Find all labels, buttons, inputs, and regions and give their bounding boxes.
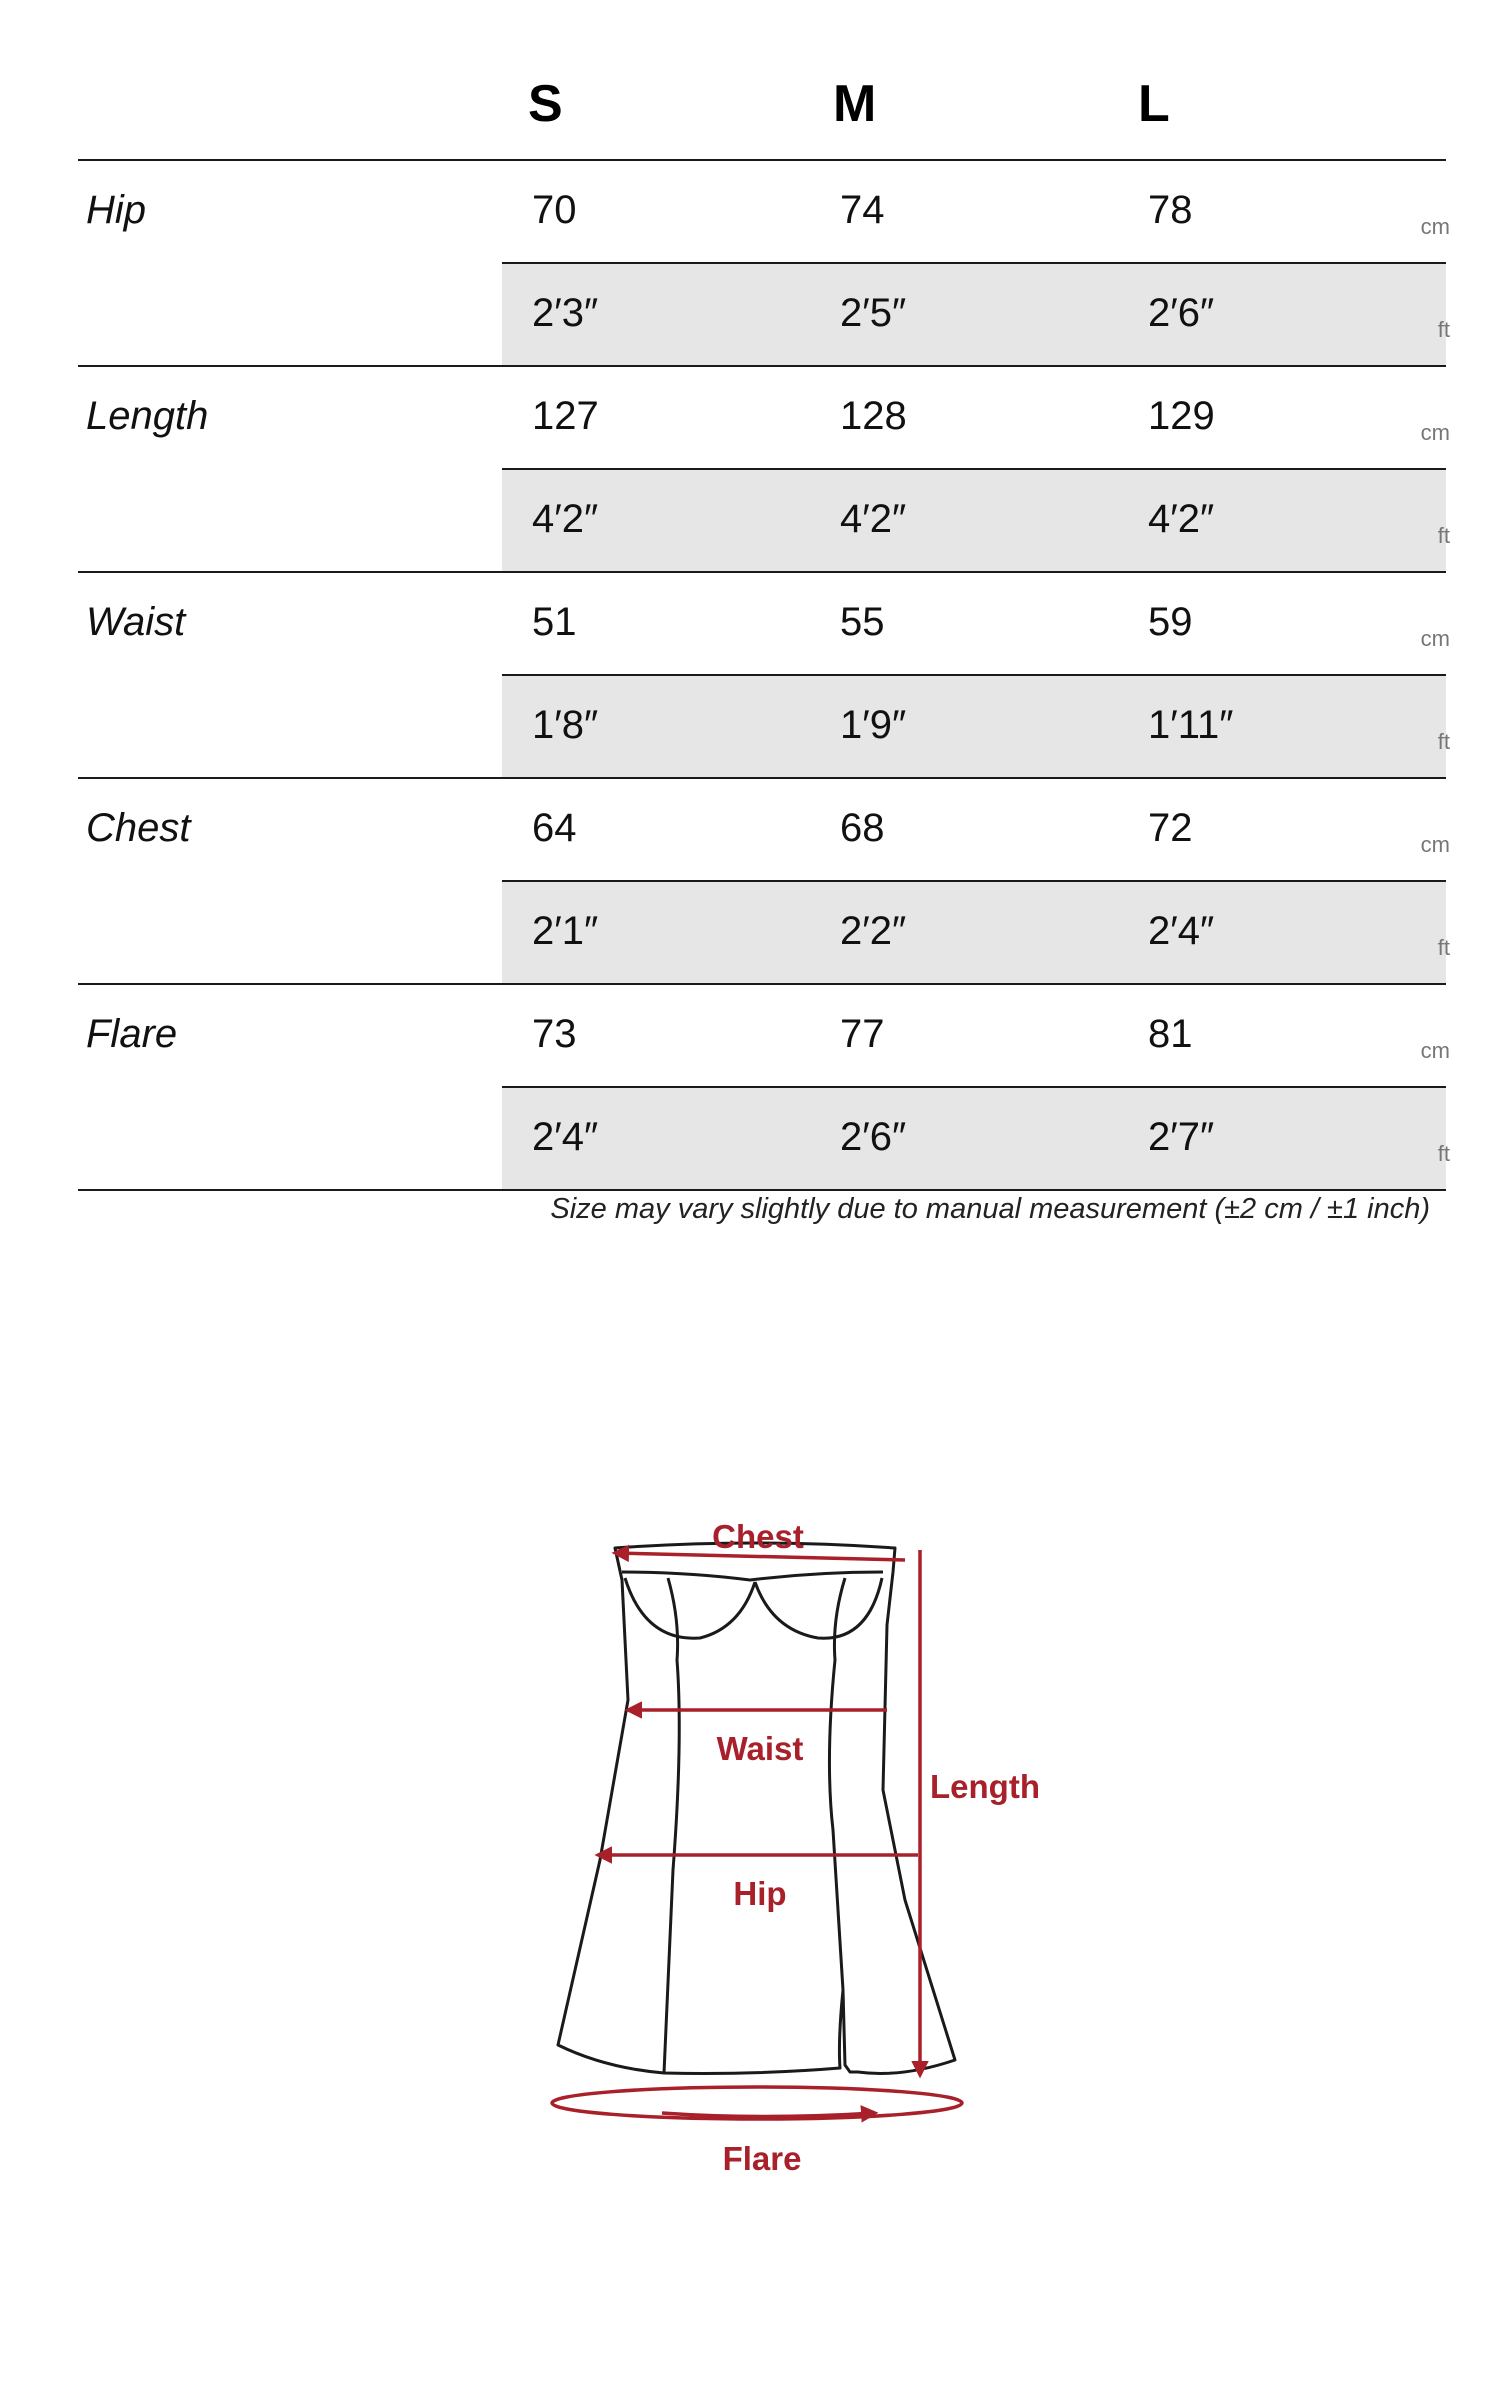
cm-value: 78 (1148, 188, 1193, 232)
neckline-icon (622, 1572, 883, 1580)
chest-arrow-icon (615, 1553, 905, 1560)
cm-value: 59 (1148, 600, 1193, 644)
cm-value: 64 (532, 806, 577, 850)
measurement-label-length: Length (86, 394, 209, 438)
ft-value: 1′9″ (840, 703, 907, 747)
size-header-m: M (833, 75, 877, 133)
unit-cm-label: cm (1420, 626, 1450, 651)
ft-value: 2′6″ (840, 1115, 907, 1159)
cm-value: 73 (532, 1012, 577, 1056)
sub-row-divider (502, 1086, 1446, 1088)
cm-value: 68 (840, 806, 885, 850)
ft-value: 1′11″ (1148, 703, 1234, 747)
unit-ft-label: ft (1437, 729, 1450, 754)
flare-label: Flare (722, 2140, 802, 2177)
left-seam-icon (664, 1578, 679, 2073)
ft-value: 2′1″ (532, 909, 599, 953)
measurement-note: Size may vary slightly due to manual measurement (±2 cm / ±1 inch) (550, 1193, 1430, 1225)
hip-label: Hip (733, 1875, 787, 1912)
measurement-label-flare: Flare (86, 1012, 178, 1056)
ft-value: 2′5″ (840, 291, 907, 335)
ft-row-band (502, 263, 1446, 366)
flare-arrow-icon (662, 2113, 875, 2117)
ft-value: 4′2″ (532, 497, 599, 541)
table-bottom-rule (78, 1189, 1446, 1191)
ft-row-band (502, 469, 1446, 572)
unit-ft-label: ft (1437, 935, 1450, 960)
measurement-label-chest: Chest (86, 806, 191, 850)
measurement-label-waist: Waist (86, 600, 186, 644)
cm-value: 74 (840, 188, 885, 232)
row-divider (78, 571, 1446, 573)
row-divider (78, 365, 1446, 367)
cm-value: 55 (840, 600, 885, 644)
unit-cm-label: cm (1420, 420, 1450, 445)
cm-value: 129 (1148, 394, 1215, 438)
cm-value: 70 (532, 188, 577, 232)
size-header-s: S (528, 75, 563, 133)
unit-cm-label: cm (1420, 1038, 1450, 1063)
ft-value: 2′3″ (532, 291, 599, 335)
row-divider (78, 983, 1446, 985)
waist-label: Waist (716, 1730, 804, 1767)
sub-row-divider (502, 262, 1446, 264)
unit-cm-label: cm (1420, 832, 1450, 857)
ft-value: 2′4″ (1148, 909, 1215, 953)
cm-value: 81 (1148, 1012, 1193, 1056)
row-divider (78, 159, 1446, 161)
ft-row-band (502, 675, 1446, 778)
ft-value: 2′4″ (532, 1115, 599, 1159)
measurement-arrows (552, 1550, 962, 2119)
length-label: Length (930, 1768, 1040, 1805)
sub-row-divider (502, 880, 1446, 882)
right-seam-icon (829, 1578, 845, 1990)
unit-ft-label: ft (1437, 317, 1450, 342)
ft-row-band (502, 1087, 1446, 1190)
cm-value: 72 (1148, 806, 1193, 850)
dress-silhouette-icon (558, 1543, 955, 2074)
ft-value: 2′2″ (840, 909, 907, 953)
unit-ft-label: ft (1437, 523, 1450, 548)
cm-value: 127 (532, 394, 599, 438)
right-cup-icon (755, 1578, 882, 1638)
cm-value: 128 (840, 394, 907, 438)
unit-cm-label: cm (1420, 214, 1450, 239)
ft-value: 4′2″ (840, 497, 907, 541)
chest-label: Chest (712, 1518, 804, 1555)
ft-row-band (502, 881, 1446, 984)
cm-value: 77 (840, 1012, 885, 1056)
measurement-label-hip: Hip (86, 188, 147, 232)
ft-value: 4′2″ (1148, 497, 1215, 541)
ft-value: 2′6″ (1148, 291, 1215, 335)
ft-value: 2′7″ (1148, 1115, 1215, 1159)
sub-row-divider (502, 468, 1446, 470)
size-header-l: L (1138, 75, 1170, 133)
ft-value: 1′8″ (532, 703, 599, 747)
flare-ellipse-icon (552, 2087, 962, 2119)
sub-row-divider (502, 674, 1446, 676)
cm-value: 51 (532, 600, 577, 644)
row-divider (78, 777, 1446, 779)
left-cup-icon (625, 1578, 755, 1638)
unit-ft-label: ft (1437, 1141, 1450, 1166)
dress-outline (558, 1543, 955, 2074)
